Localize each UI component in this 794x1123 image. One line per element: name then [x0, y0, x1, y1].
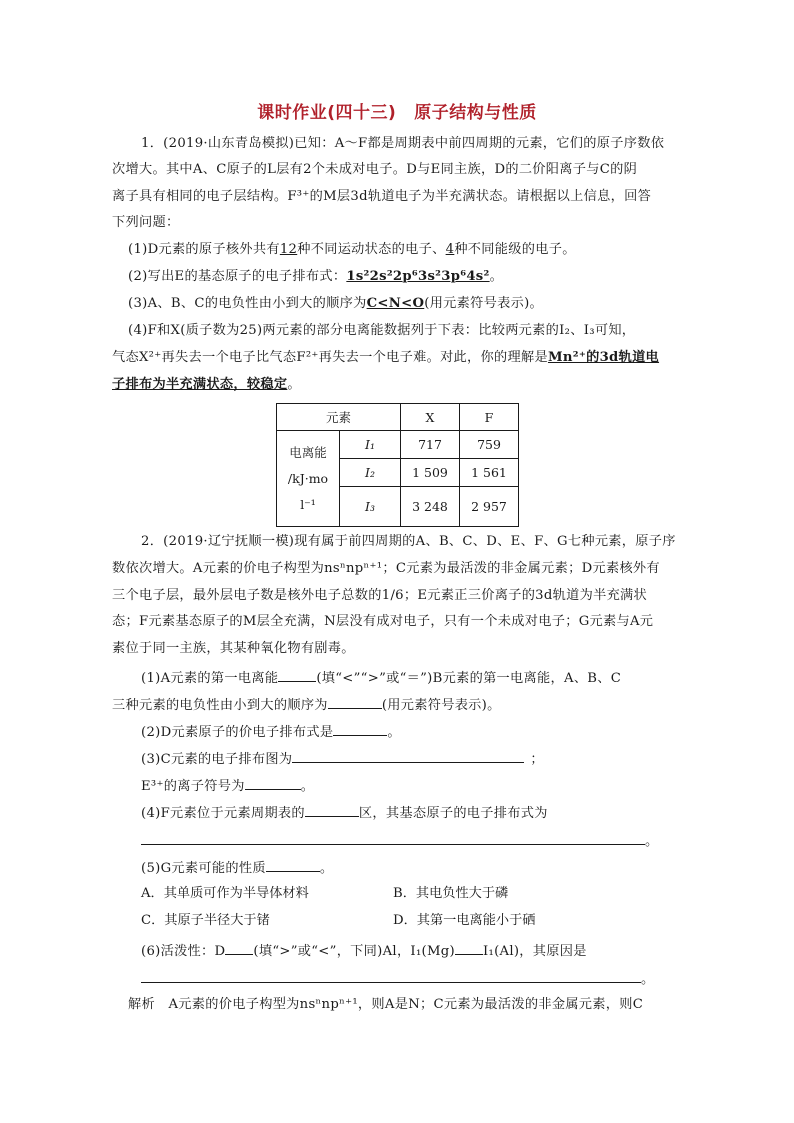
q2-part-3-line-2	[141, 775, 711, 796]
q2-p6-blank-1[interactable]	[225, 940, 253, 955]
q2-option-a: A．其单质可作为半导体材料	[141, 886, 309, 901]
q2-analysis: 解析 A元素的价电子构型为nsⁿnpⁿ⁺¹，则A是N；C元素为最活泼的非金属元素，则C	[128, 997, 644, 1012]
q2-intro-line-3: 三个电子层，最外层电子数是核外电子总数的1/6；E元素正三价离子的3d轨道为半充满状	[112, 588, 648, 603]
q2-intro-line-4: 态；F元素基态原子的M层全充满，N层没有成对电子，只有一个未成对电子；G元素与A元	[112, 614, 654, 629]
q2-p3-text-a: (3)C元素的电子排布图为	[141, 752, 293, 767]
q1-p4-answer-2: 子排布为半充满状态，较稳定	[112, 377, 288, 392]
title-part-2: 原子结构与性质	[414, 103, 537, 123]
q2-p6-text-c: I₁(Al)，其原因是	[482, 944, 587, 959]
q2-p1-text-c: 三种元素的电负性由小到大的顺序为	[112, 698, 328, 713]
q2-option-d: D．其第一电离能小于硒	[393, 913, 536, 928]
q2-p4-text-b: 区，其基态原子的电子排布式为	[358, 806, 548, 821]
q2-p3-blank-1[interactable]	[292, 748, 524, 763]
title-part-1: 课时作业(四十三)	[257, 103, 397, 123]
q1-p1-text-c: 种不同能级的电子。	[454, 242, 576, 257]
q2-part-2	[141, 721, 711, 742]
q2-p4-text-a: (4)F元素位于元素周期表的	[141, 806, 305, 821]
table-cell-label: I₂	[340, 459, 401, 487]
page-title	[0, 98, 794, 123]
q2-p1-blank-1[interactable]	[278, 667, 316, 682]
q2-p1-blank-2[interactable]	[328, 694, 382, 709]
q1-intro-line-1: 1．(2019·山东青岛模拟)已知：A～F都是周期表中前四周期的元素，它们的原子序数依	[141, 136, 665, 151]
q1-p2-text: (2)写出E的基态原子的电子排布式：	[128, 269, 347, 284]
q2-p4-blank-1[interactable]	[305, 802, 359, 817]
q2-part-3-line-1	[141, 748, 711, 769]
table-row-label	[277, 431, 340, 527]
q2-p5-blank[interactable]	[266, 857, 320, 872]
table-cell-x: 1 509	[401, 459, 460, 487]
q2-option-b: B．其电负性大于磷	[393, 886, 509, 901]
q1-p4-end: 。	[287, 377, 301, 392]
table-cell-label: I₃	[340, 487, 401, 527]
table-cell-f: 1 561	[460, 459, 519, 487]
q2-part-4-line-1	[141, 802, 711, 823]
table-cell-f: 759	[460, 431, 519, 459]
q1-p1-answer-1: 12	[279, 242, 298, 257]
q1-p3-text: (3)A、B、C的电负性由小到大的顺序为	[128, 296, 367, 311]
q2-p2-blank[interactable]	[333, 721, 387, 736]
q2-part-5	[141, 857, 711, 878]
q2-p6-text-b: (填“>”或“<”，下同)Al，I₁(Mg)	[253, 944, 455, 959]
q1-p4-text: 气态X²⁺再失去一个电子比气态F²⁺再失去一个电子难。对此，你的理解是	[112, 350, 548, 365]
q2-p6-blank-2[interactable]	[455, 940, 483, 955]
table-row	[277, 431, 519, 459]
q1-p1-answer-2: 4	[445, 242, 455, 257]
q2-part-1-line-2	[112, 694, 682, 715]
row-label-line-1: 电离能	[289, 444, 327, 460]
q2-p2-text: (2)D元素原子的价电子排布式是	[141, 725, 334, 740]
q2-p1-text-b: (填“<”“>”或“＝”)B元素的第一电离能，A、B、C	[316, 671, 622, 686]
q1-part-2	[128, 268, 698, 286]
q2-p4-end: 。	[645, 834, 659, 849]
ionization-energy-table	[276, 403, 519, 527]
q2-p3-end: ；	[530, 752, 544, 767]
q2-part-6-line-1	[141, 940, 711, 961]
q2-part-6-line-2	[141, 968, 711, 989]
q2-p6-blank-3[interactable]	[141, 968, 641, 983]
q1-part-4-line-3	[112, 376, 682, 394]
q2-p3-b-end: 。	[300, 779, 315, 794]
q1-p4-answer-1: Mn²⁺的3d轨道电	[547, 350, 660, 365]
q2-p6-end: 。	[641, 972, 655, 987]
q1-intro-line-3: 离子具有相同的电子层结构。F³⁺的M层3d轨道电子为半充满状态。请根据以上信息，回答	[112, 189, 652, 204]
q2-part-1-line-1	[141, 667, 711, 688]
table-cell-x: 717	[401, 431, 460, 459]
q2-p2-end: 。	[387, 725, 401, 740]
q2-p5-end: 。	[319, 861, 334, 876]
q2-intro-line-5: 素位于同一主族，其某种氧化物有剧毒。	[112, 641, 355, 656]
q1-p1-text-b: 种不同运动状态的电子、	[297, 242, 446, 257]
q1-part-4-line-2	[112, 349, 682, 367]
q1-part-4-line-1: (4)F和X(质子数为25)两元素的部分电离能数据列于下表：比较两元素的I₂、I₃可知，	[128, 323, 636, 338]
q2-option-c: C．其原子半径大于锗	[141, 913, 270, 928]
table-cell-x: 3 248	[401, 487, 460, 527]
q1-part-3	[128, 295, 698, 313]
q1-p2-end: 。	[489, 269, 504, 284]
table-header-element: 元素	[277, 404, 401, 431]
table-header-x: X	[401, 404, 460, 431]
q1-intro-line-4: 下列问题：	[112, 215, 180, 230]
table-cell-f: 2 957	[460, 487, 519, 527]
row-label-line-2: /kJ·mo	[287, 470, 329, 486]
q2-p4-blank-2[interactable]	[141, 830, 645, 845]
table-header-row	[277, 404, 519, 431]
q2-p5-text: (5)G元素可能的性质	[141, 861, 266, 876]
q1-p1-text-a: (1)D元素的原子核外共有	[128, 242, 280, 257]
table-cell-label: I₁	[340, 431, 401, 459]
row-label-line-3: l⁻¹	[300, 496, 316, 512]
q1-p2-answer: 1s²2s²2p⁶3s²3p⁶4s²	[346, 269, 490, 284]
q2-intro-line-1: 2．(2019·辽宁抚顺一模)现有属于前四周期的A、B、C、D、E、F、G七种元素，原子序	[141, 534, 676, 549]
q2-intro-line-2: 数依次增大。A元素的价电子构型为nsⁿnpⁿ⁺¹；C元素为最活泼的非金属元素；D元素核外有	[112, 561, 660, 576]
q1-intro-line-2: 次增大。其中A、C原子的L层有2个未成对电子。D与E同主族，D的二价阳离子与C的阴	[112, 162, 638, 177]
table-header-f: F	[460, 404, 519, 431]
q2-p1-text-d: (用元素符号表示)。	[381, 698, 501, 713]
q1-p3-answer: C<N<O	[366, 296, 425, 311]
q2-p1-text-a: (1)A元素的第一电离能	[141, 671, 279, 686]
q2-p3-text-b: E³⁺的离子符号为	[141, 779, 245, 794]
q1-p3-end: (用元素符号表示)。	[424, 296, 544, 311]
q1-part-1	[128, 241, 698, 259]
q2-part-4-line-2	[141, 830, 711, 851]
q2-p6-text-a: (6)活泼性：D	[141, 944, 226, 959]
q2-p3-blank-2[interactable]	[245, 775, 301, 790]
